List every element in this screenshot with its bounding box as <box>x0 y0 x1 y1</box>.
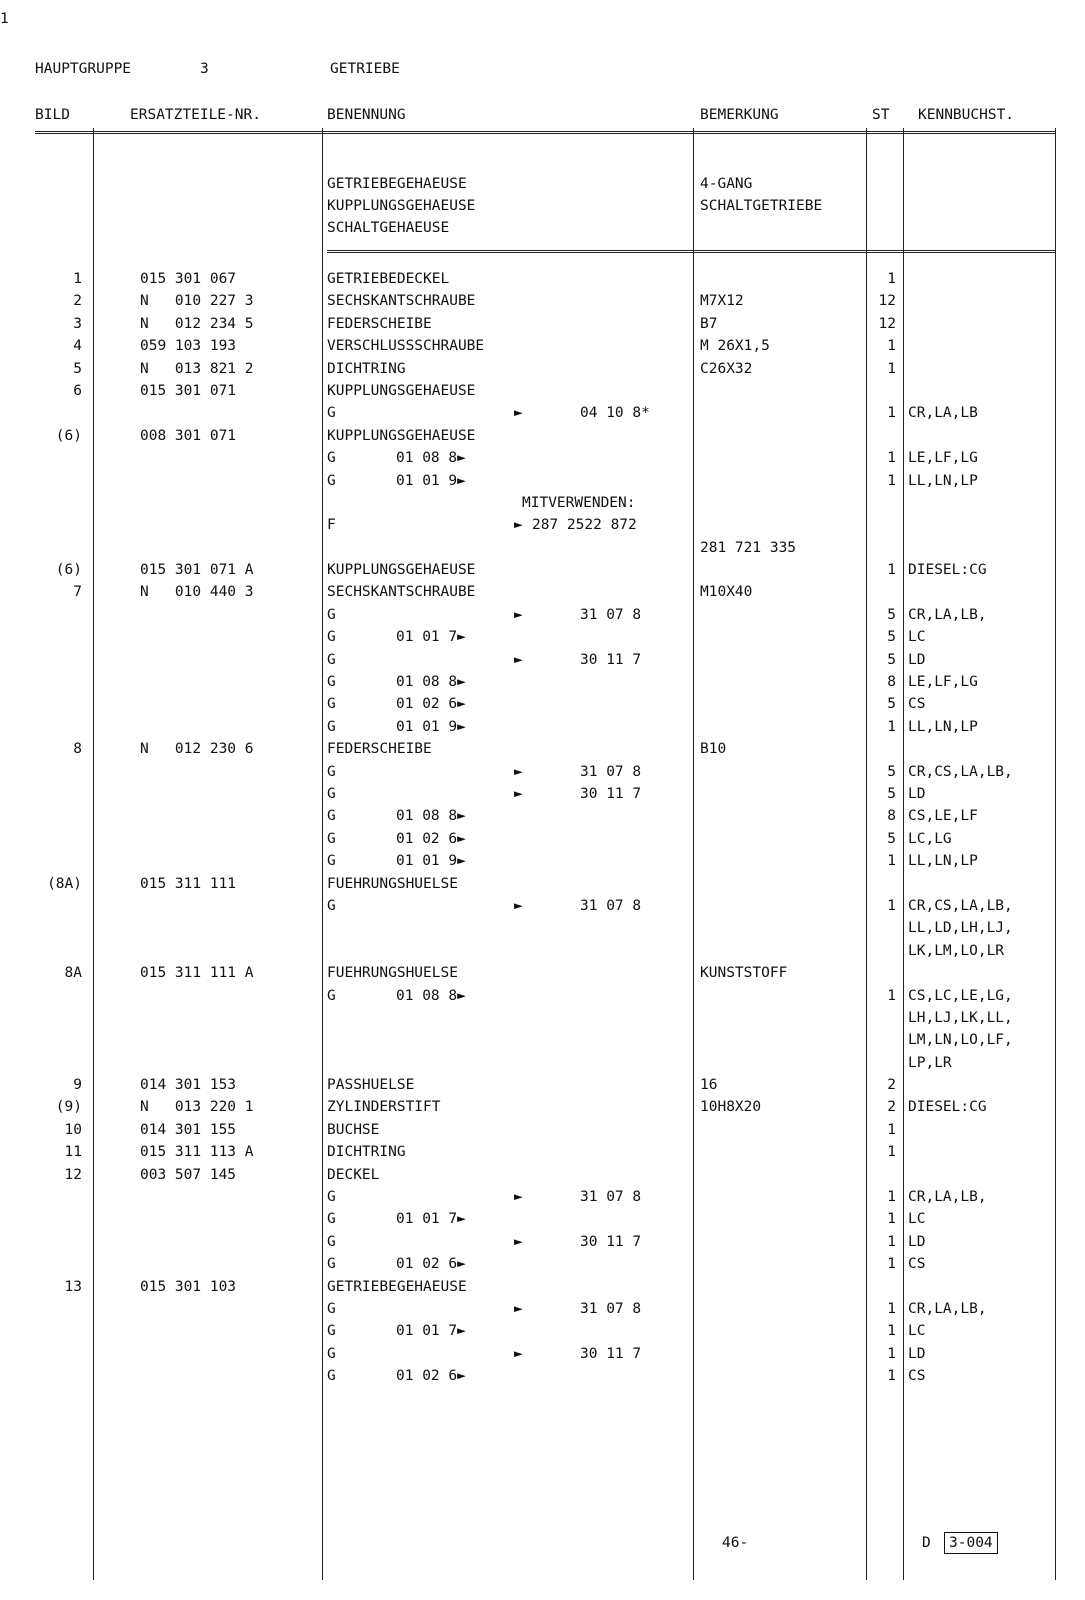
row-quantity: 1 <box>887 897 896 914</box>
row-quantity: 5 <box>887 629 896 646</box>
row-name: G <box>327 987 336 1004</box>
table-row <box>0 828 1085 850</box>
row-arrow: ► <box>514 763 523 780</box>
row-code-letters: LD <box>908 1233 926 1250</box>
row-name: G <box>327 1323 336 1340</box>
row-code-letters: DIESEL:CG <box>908 562 987 579</box>
row-quantity: 5 <box>887 696 896 713</box>
table-row <box>0 1164 1085 1186</box>
row-bild: 10 <box>64 1121 82 1138</box>
row-bild: 1 <box>73 271 82 287</box>
row-part-number: 003 507 145 <box>140 1166 237 1183</box>
row-code-letters: CR,LA,LB, <box>908 606 987 623</box>
row-code-letters: LD <box>908 1345 926 1362</box>
row-bild: 9 <box>73 1077 82 1094</box>
table-row <box>0 671 1085 693</box>
row-code-letters: LD <box>908 651 926 668</box>
table-row <box>0 268 1085 290</box>
row-code: 01 01 7► <box>396 1323 466 1340</box>
row-code: 01 01 9► <box>396 853 466 870</box>
table-row <box>0 873 1085 895</box>
row-code-letters: LL,LD,LH,LJ, <box>908 920 1013 937</box>
table-row <box>0 1007 1085 1029</box>
row-code: 01 02 6► <box>396 1256 466 1273</box>
row-code-letters: LC <box>908 1211 926 1228</box>
table-row <box>0 1298 1085 1320</box>
table-row <box>0 537 1085 559</box>
row-part-number: 015 311 113 A <box>140 1144 254 1161</box>
row-name: G <box>327 606 336 623</box>
row-remark: M 26X1,5 <box>700 338 770 355</box>
row-part-number: 014 301 153 <box>140 1077 237 1094</box>
row-quantity: 1 <box>887 1323 896 1340</box>
row-date: 31 07 8 <box>580 606 642 623</box>
row-quantity: 12 <box>878 293 896 310</box>
row-date: 31 07 8 <box>580 1189 642 1206</box>
row-name: FUEHRUNGSHUELSE <box>327 965 458 982</box>
row-remark: B10 <box>700 741 727 758</box>
table-row <box>0 447 1085 469</box>
row-code-letters: LL,LN,LP <box>908 718 978 735</box>
row-name: KUPPLUNGSGEHAEUSE <box>327 427 476 444</box>
row-name: DICHTRING <box>327 360 406 377</box>
table-row <box>0 402 1085 424</box>
row-code: 01 02 6► <box>396 696 466 713</box>
row-code-letters: CS <box>908 1256 926 1273</box>
row-quantity: 8 <box>887 808 896 825</box>
row-part-number: N 013 220 1 <box>140 1099 254 1116</box>
row-bild: (6) <box>55 427 82 444</box>
row-name: FUEHRUNGSHUELSE <box>327 875 458 892</box>
row-name: G <box>327 472 336 489</box>
row-code: 01 08 8► <box>396 674 466 691</box>
table-row <box>0 649 1085 671</box>
row-name: G <box>327 1189 336 1206</box>
row-bild: 8 <box>73 741 82 758</box>
intro-remark-1: 4-GANG <box>700 176 753 192</box>
row-quantity: 1 <box>887 987 896 1004</box>
row-part-number: 015 301 071 A <box>140 562 254 579</box>
row-code-letters: CS,LE,LF <box>908 808 978 825</box>
row-name: SECHSKANTSCHRAUBE <box>327 584 476 601</box>
table-row <box>0 492 1085 514</box>
row-quantity: 1 <box>887 405 896 422</box>
row-bild: (6) <box>55 562 82 579</box>
intro-separator <box>327 250 1055 253</box>
header-separator <box>35 131 1055 134</box>
row-arrow: ► <box>514 405 523 422</box>
table-row <box>0 1052 1085 1074</box>
table-row <box>0 1186 1085 1208</box>
row-quantity: 5 <box>887 651 896 668</box>
row-code-letters: LH,LJ,LK,LL, <box>908 1009 1013 1026</box>
row-arrow: ► <box>514 785 523 802</box>
row-bild: 3 <box>73 315 82 332</box>
row-code-letters: LE,LF,LG <box>908 450 978 467</box>
row-remark: 16 <box>700 1077 718 1094</box>
row-arrow: ► <box>514 651 523 668</box>
row-remark: 10H8X20 <box>700 1099 762 1116</box>
row-part-number: N 012 234 5 <box>140 315 254 332</box>
row-code-letters: CR,CS,LA,LB, <box>908 897 1013 914</box>
row-code-letters: LC,LG <box>908 830 952 847</box>
row-code-letters: LD <box>908 785 926 802</box>
intro-name-3: SCHALTGEHAEUSE <box>327 220 450 236</box>
parts-table <box>0 268 1085 1388</box>
row-code: 01 01 9► <box>396 472 466 489</box>
table-row <box>0 1320 1085 1342</box>
row-name: G <box>327 405 336 422</box>
row-code-letters: LE,LF,LG <box>908 674 978 691</box>
row-code: 01 08 8► <box>396 808 466 825</box>
row-arrow: ► <box>514 1189 523 1206</box>
col-header-name: BENENNUNG <box>327 107 406 123</box>
row-part-number: 008 301 071 <box>140 427 237 444</box>
row-code: 01 02 6► <box>396 830 466 847</box>
row-remark: 281 721 335 <box>700 539 797 556</box>
row-arrow: ► <box>514 1345 523 1362</box>
table-row <box>0 380 1085 402</box>
row-name: GETRIEBEDECKEL <box>327 271 450 287</box>
row-part-number: 015 311 111 A <box>140 965 254 982</box>
table-row <box>0 940 1085 962</box>
row-code-letters: DIESEL:CG <box>908 1099 987 1116</box>
row-name: F <box>327 517 336 534</box>
table-row <box>0 358 1085 380</box>
doc-letter: D <box>922 1535 931 1551</box>
row-name: FEDERSCHEIBE <box>327 315 432 332</box>
row-quantity: 1 <box>887 450 896 467</box>
table-row <box>0 985 1085 1007</box>
group-number: 3 <box>200 61 209 77</box>
row-quantity: 1 <box>887 562 896 579</box>
table-row <box>0 1253 1085 1275</box>
row-bild: 2 <box>73 293 82 310</box>
table-row <box>0 1343 1085 1365</box>
row-remark: C26X32 <box>700 360 753 377</box>
group-label: HAUPTGRUPPE <box>35 61 132 77</box>
table-row <box>0 470 1085 492</box>
row-name: G <box>327 1211 336 1228</box>
doc-code-stamp: 3-004 <box>944 1532 998 1554</box>
row-code-letters: LL,LN,LP <box>908 853 978 870</box>
row-quantity: 1 <box>887 1211 896 1228</box>
row-name: G <box>327 1368 336 1385</box>
table-row <box>0 738 1085 760</box>
row-name: DECKEL <box>327 1166 380 1183</box>
row-code-letters: CR,CS,LA,LB, <box>908 763 1013 780</box>
row-part-number: 059 103 193 <box>140 338 237 355</box>
col-header-bild: BILD <box>35 107 70 123</box>
row-arrow: ► <box>514 1233 523 1250</box>
intro-remark-2: SCHALTGETRIEBE <box>700 198 823 214</box>
row-remark: M7X12 <box>700 293 744 310</box>
table-row <box>0 1208 1085 1230</box>
row-bild: 13 <box>64 1278 82 1295</box>
row-name: PASSHUELSE <box>327 1077 415 1094</box>
row-quantity: 2 <box>887 1077 896 1094</box>
row-remark: KUNSTSTOFF <box>700 965 788 982</box>
row-quantity: 1 <box>887 1368 896 1385</box>
row-bild: 12 <box>64 1166 82 1183</box>
row-name: G <box>327 718 336 735</box>
table-row <box>0 1119 1085 1141</box>
table-row <box>0 604 1085 626</box>
table-row <box>0 313 1085 335</box>
row-name: G <box>327 763 336 780</box>
row-name: G <box>327 450 336 467</box>
col-header-st: ST <box>872 107 890 123</box>
row-quantity: 5 <box>887 785 896 802</box>
table-row <box>0 917 1085 939</box>
row-bild: 8A <box>64 965 82 982</box>
row-name: G <box>327 808 336 825</box>
table-row <box>0 850 1085 872</box>
row-part-number: 015 311 111 <box>140 875 237 892</box>
table-row <box>0 783 1085 805</box>
row-bild: 11 <box>64 1144 82 1161</box>
row-bild: 5 <box>73 360 82 377</box>
row-name: G <box>327 651 336 668</box>
row-date: 30 11 7 <box>580 1233 642 1250</box>
row-name: VERSCHLUSSSCHRAUBE <box>327 338 485 355</box>
row-quantity: 8 <box>887 674 896 691</box>
row-arrow: ► <box>514 606 523 623</box>
row-name: G <box>327 674 336 691</box>
row-bild: (8A) <box>47 875 82 892</box>
table-row <box>0 626 1085 648</box>
table-row <box>0 716 1085 738</box>
row-quantity: 1 <box>887 853 896 870</box>
row-part-number: N 012 230 6 <box>140 741 254 758</box>
row-name: G <box>327 853 336 870</box>
row-quantity: 1 <box>887 338 896 355</box>
row-quantity: 1 <box>887 472 896 489</box>
row-name: BUCHSE <box>327 1121 380 1138</box>
table-row <box>0 1096 1085 1118</box>
row-code-letters: LK,LM,LO,LR <box>908 942 1005 959</box>
row-quantity: 1 <box>887 360 896 377</box>
row-remark: M10X40 <box>700 584 753 601</box>
row-quantity: 1 <box>887 718 896 735</box>
row-name: G <box>327 785 336 802</box>
row-code-letters: CS <box>908 696 926 713</box>
row-code-letters: LC <box>908 629 926 646</box>
table-row <box>0 1141 1085 1163</box>
row-bild: (9) <box>55 1099 82 1116</box>
row-bild: 7 <box>73 584 82 601</box>
table-row <box>0 962 1085 984</box>
row-quantity: 1 <box>887 1256 896 1273</box>
row-quantity: 1 <box>887 1345 896 1362</box>
row-code-letters: CR,LA,LB <box>908 405 978 422</box>
row-code-letters: LL,LN,LP <box>908 472 978 489</box>
row-name: G <box>327 897 336 914</box>
row-quantity: 1 <box>887 1300 896 1317</box>
table-row <box>0 1074 1085 1096</box>
table-row <box>0 290 1085 312</box>
row-part-number: 015 301 103 <box>140 1278 237 1295</box>
row-part-number: 015 301 067 <box>140 271 237 287</box>
page-number: 46- <box>722 1535 749 1551</box>
row-quantity: 5 <box>887 830 896 847</box>
row-code: 01 08 8► <box>396 450 466 467</box>
row-code: 01 02 6► <box>396 1368 466 1385</box>
row-part-number: N 010 227 3 <box>140 293 254 310</box>
table-row <box>0 559 1085 581</box>
table-row <box>0 1231 1085 1253</box>
row-quantity: 5 <box>887 763 896 780</box>
row-part-number: 015 301 071 <box>140 382 237 399</box>
row-date: 04 10 8* <box>580 405 650 422</box>
row-date: 31 07 8 <box>580 763 642 780</box>
table-row <box>0 581 1085 603</box>
row-code-letters: CR,LA,LB, <box>908 1189 987 1206</box>
row-arrow: ► <box>514 897 523 914</box>
row-name: SECHSKANTSCHRAUBE <box>327 293 476 310</box>
table-row <box>0 895 1085 917</box>
group-name: GETRIEBE <box>330 61 400 77</box>
row-code-letters: CS <box>908 1368 926 1385</box>
row-code-letters: LP,LR <box>908 1054 952 1071</box>
row-code-letters: CS,LC,LE,LG, <box>908 987 1013 1004</box>
row-code-letters: CR,LA,LB, <box>908 1300 987 1317</box>
col-header-remark: BEMERKUNG <box>700 107 779 123</box>
row-quantity: 5 <box>887 606 896 623</box>
table-row <box>0 1276 1085 1298</box>
row-code-letters: LC <box>908 1323 926 1340</box>
row-code-letters: LM,LN,LO,LF, <box>908 1032 1013 1049</box>
table-row <box>0 805 1085 827</box>
row-arrow: ► <box>514 1300 523 1317</box>
table-row <box>0 693 1085 715</box>
row-date: 30 11 7 <box>580 1345 642 1362</box>
row-name: DICHTRING <box>327 1144 406 1161</box>
row-quantity: 1 <box>887 1233 896 1250</box>
row-quantity: 1 <box>887 1144 896 1161</box>
row-date: 31 07 8 <box>580 1300 642 1317</box>
intro-name-2: KUPPLUNGSGEHAEUSE <box>327 198 476 214</box>
row-part-number: N 010 440 3 <box>140 584 254 601</box>
row-name: G <box>327 1300 336 1317</box>
row-quantity: 2 <box>887 1099 896 1116</box>
table-row <box>0 514 1085 536</box>
row-quantity: 1 <box>887 1121 896 1138</box>
row-name: ZYLINDERSTIFT <box>327 1099 441 1116</box>
intro-name-1: GETRIEBEGEHAEUSE <box>327 176 467 192</box>
row-remark: B7 <box>700 315 718 332</box>
row-date: MITVERWENDEN: <box>522 494 636 511</box>
row-quantity: 1 <box>887 1189 896 1206</box>
col-header-part-no: ERSATZTEILE-NR. <box>130 107 261 123</box>
table-row <box>0 335 1085 357</box>
row-name: GETRIEBEGEHAEUSE <box>327 1278 467 1295</box>
row-quantity: 1 <box>887 271 896 287</box>
row-date: 31 07 8 <box>580 897 642 914</box>
col-header-kb: KENNBUCHST. <box>918 107 1015 123</box>
row-name: KUPPLUNGSGEHAEUSE <box>327 382 476 399</box>
row-part-number: N 013 821 2 <box>140 360 254 377</box>
row-date: 30 11 7 <box>580 785 642 802</box>
row-name: G <box>327 1345 336 1362</box>
row-part-number: 014 301 155 <box>140 1121 237 1138</box>
row-name: G <box>327 629 336 646</box>
row-code: 01 01 7► <box>396 629 466 646</box>
corner-mark: 1 <box>0 11 9 27</box>
row-bild: 4 <box>73 338 82 355</box>
row-arrow: ► <box>514 517 523 534</box>
table-row <box>0 761 1085 783</box>
table-row <box>0 1365 1085 1387</box>
row-name: G <box>327 1233 336 1250</box>
row-name: G <box>327 1256 336 1273</box>
table-row <box>0 425 1085 447</box>
row-name: G <box>327 696 336 713</box>
row-code: 01 01 9► <box>396 718 466 735</box>
row-date: 287 2522 872 <box>532 517 637 534</box>
row-name: KUPPLUNGSGEHAEUSE <box>327 562 476 579</box>
row-bild: 6 <box>73 382 82 399</box>
row-code: 01 08 8► <box>396 987 466 1004</box>
row-name: G <box>327 830 336 847</box>
row-date: 30 11 7 <box>580 651 642 668</box>
row-quantity: 12 <box>878 315 896 332</box>
row-name: FEDERSCHEIBE <box>327 741 432 758</box>
table-row <box>0 1029 1085 1051</box>
row-code: 01 01 7► <box>396 1211 466 1228</box>
